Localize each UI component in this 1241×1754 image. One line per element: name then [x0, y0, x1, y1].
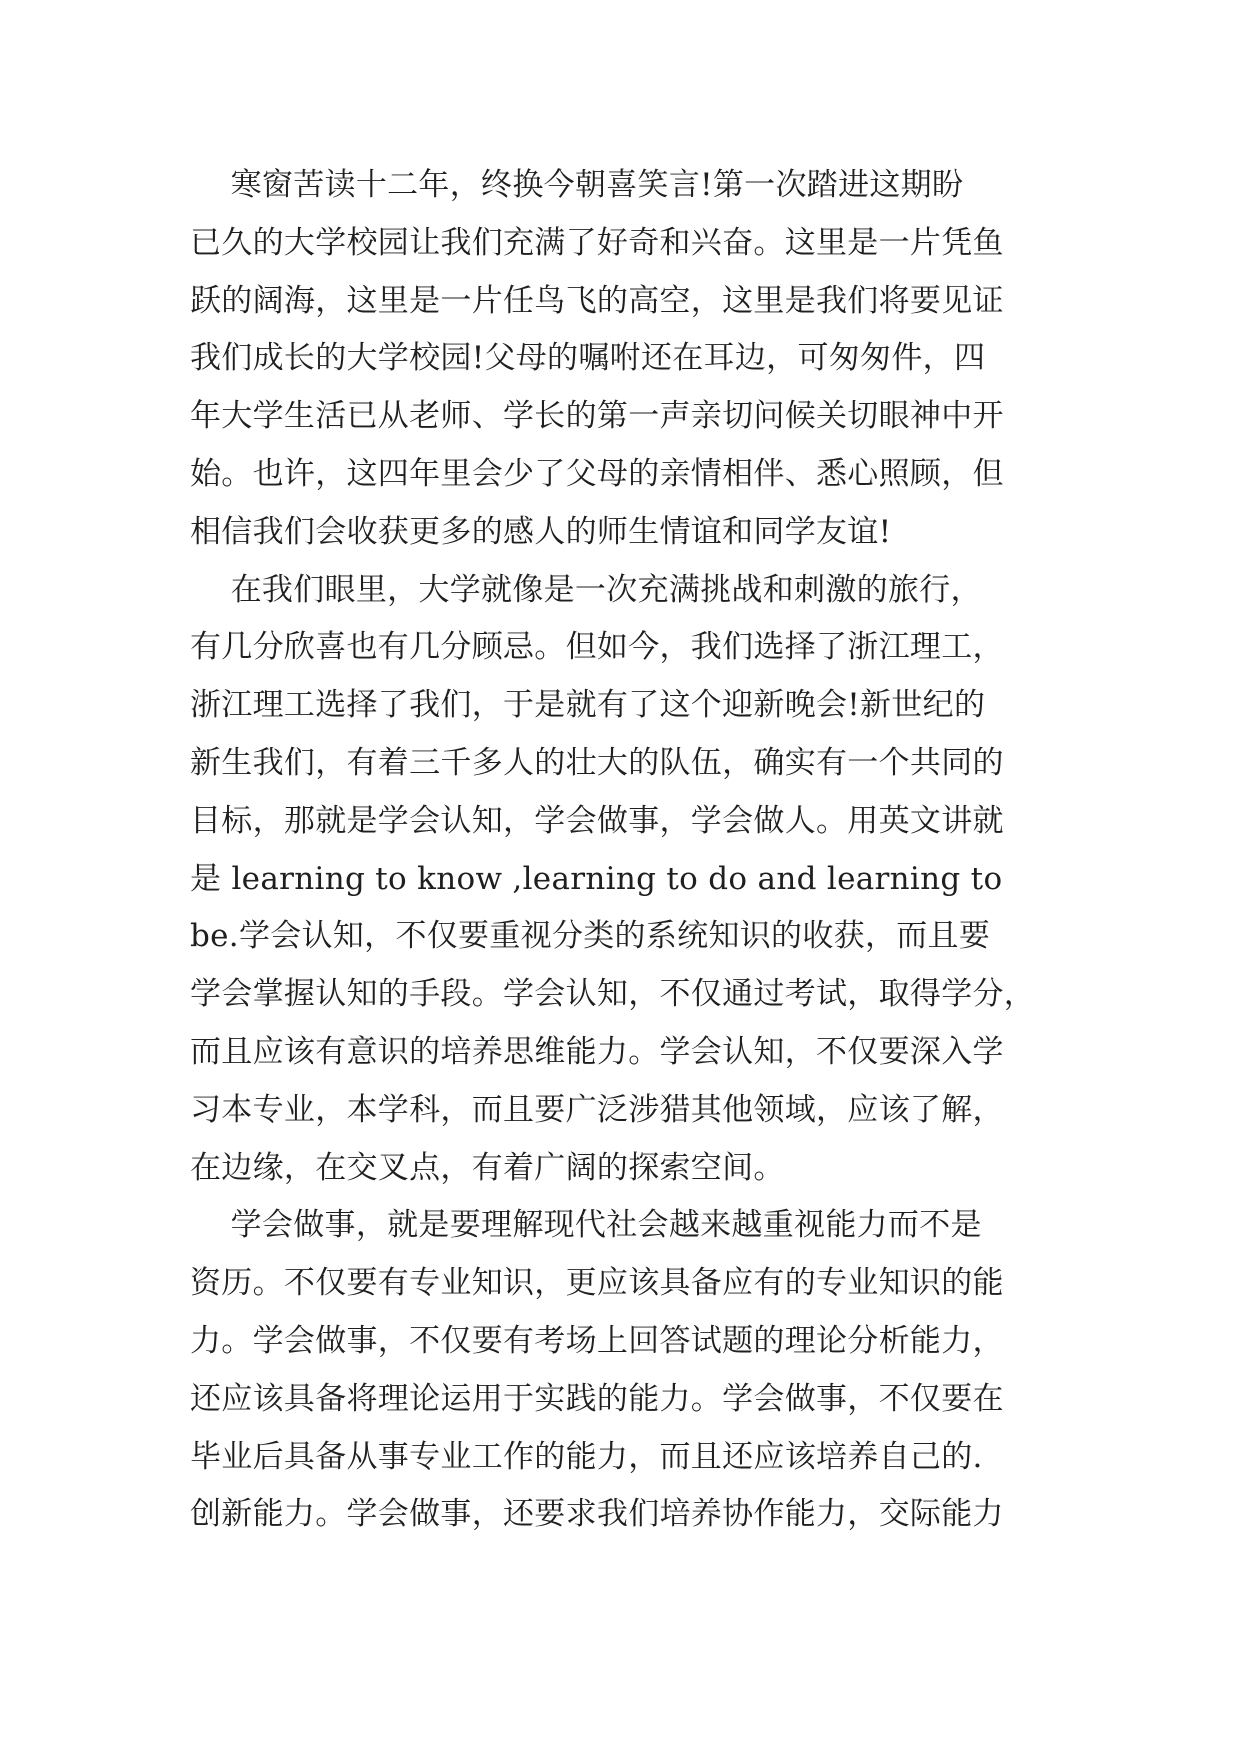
text-line: 资历。不仅要有专业知识，更应该具备应有的专业知识的能	[190, 1265, 1004, 1302]
text-line: 而且应该有意识的培养思维能力。学会认知，不仅要深入学	[190, 1033, 1004, 1070]
text-line: 目标，那就是学会认知，学会做事，学会做人。用英文讲就	[190, 802, 1004, 839]
text-line: 在我们眼里，大学就像是一次充满挑战和刺激的旅行，	[190, 571, 982, 608]
text-line: 学会做事，就是要理解现代社会越来越重视能力而不是	[190, 1207, 982, 1244]
text-line: 在边缘，在交叉点，有着广阔的探索空间。	[190, 1149, 785, 1186]
text-line: 力。学会做事，不仅要有考场上回答试题的理论分析能力，	[190, 1322, 1004, 1359]
text-line: 始。也许，这四年里会少了父母的亲情相伴、悉心照顾，但	[190, 455, 1004, 492]
body-text	[190, 157, 1070, 1544]
text-line: 寒窗苦读十二年，终换今朝喜笑言!第一次踏进这期盼	[190, 167, 964, 203]
text-line: be.学会认知，不仅要重视分类的系统知识的收获，而且要	[190, 918, 991, 955]
text-line: 跃的阔海，这里是一片任鸟飞的高空，这里是我们将要见证	[190, 282, 1004, 319]
text-line: 是 learning to know ,learning to do and learning to	[190, 860, 1003, 897]
text-line: 年大学生活已从老师、学长的第一声亲切问候关切眼神中开	[190, 398, 1004, 435]
text-line: 已久的大学校园让我们充满了好奇和兴奋。这里是一片凭鱼	[190, 224, 1004, 261]
text-line: 还应该具备将理论运用于实践的能力。学会做事，不仅要在	[190, 1380, 1004, 1417]
text-line: 毕业后具备从事专业工作的能力，而且还应该培养自己的.	[190, 1438, 983, 1475]
text-line: 新生我们，有着三千多人的壮大的队伍，确实有一个共同的	[190, 744, 1004, 781]
text-line: 我们成长的大学校园!父母的嘱咐还在耳边，可匆匆件，四	[190, 340, 986, 377]
text-line: 相信我们会收获更多的感人的师生情谊和同学友谊!	[190, 513, 892, 550]
text-line: 习本专业，本学科，而且要广泛涉猎其他领域，应该了解，	[190, 1091, 1004, 1128]
text-line: 浙江理工选择了我们，于是就有了这个迎新晚会!新世纪的	[190, 687, 986, 724]
text-line: 有几分欣喜也有几分顾忌。但如今，我们选择了浙江理工，	[190, 629, 1004, 666]
text-line: 创新能力。学会做事，还要求我们培养协作能力，交际能力	[190, 1496, 1004, 1533]
text-line: 学会掌握认知的手段。学会认知，不仅通过考试，取得学分，	[190, 976, 1036, 1013]
